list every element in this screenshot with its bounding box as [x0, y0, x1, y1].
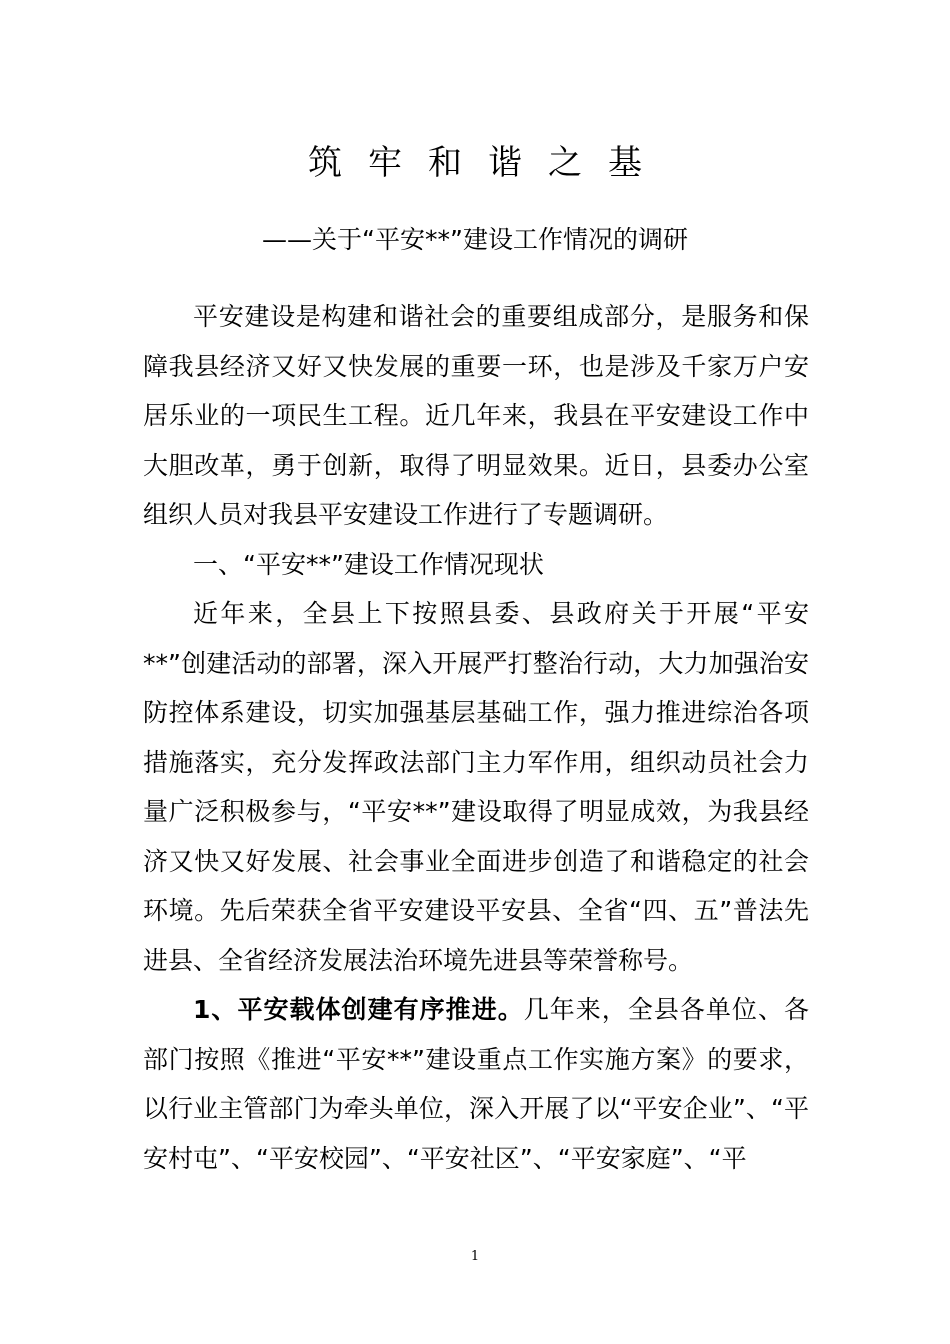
item-paragraph [143, 985, 809, 1183]
page-number: 1 [470, 1249, 480, 1264]
item-lead: 1、平安载体创建有序推进。 [193, 995, 524, 1024]
document-title: 筑牢和谐之基 [308, 143, 668, 183]
item-text: 几年来，全县各单位、各部门按照《推进“平安**”建设重点工作实施方案》的要求，以行业主管部门为牵头单位，深入开展了以“平安企业”、“平安村屯”、“平安校园”、“平安社区”、“平安家庭”、“平 [143, 995, 809, 1173]
document-subtitle: ——关于“平安**”建设工作情况的调研 [262, 225, 688, 254]
document-body [143, 292, 809, 1183]
section-heading: 一、“平安**”建设工作情况现状 [193, 549, 544, 579]
section-paragraph: 近年来，全县上下按照县委、县政府关于开展“平安**”创建活动的部署，深入开展严打整治行动，大力加强治安防控体系建设，切实加强基层基础工作，强力推进综治各项措施落实，充分发挥政法部门主力军作用，组织动员社会力量广泛积极参与，“平安**”建设取得了明显成效，为我县经济又快又好发展、社会事业全面进步创造了和谐稳定的社会环境。先后荣获全省平安建设平安县、全省“四、五”普法先进县、全省经济发展法治环境先进县等荣誉称号。 [143, 599, 809, 975]
intro-paragraph: 平安建设是构建和谐社会的重要组成部分，是服务和保障我县经济又好又快发展的重要一环，也是涉及千家万户安居乐业的一项民生工程。近几年来，我县在平安建设工作中大胆改革，勇于创新，取得了明显效果。近日，县委办公室组织人员对我县平安建设工作进行了专题调研。 [143, 302, 809, 529]
